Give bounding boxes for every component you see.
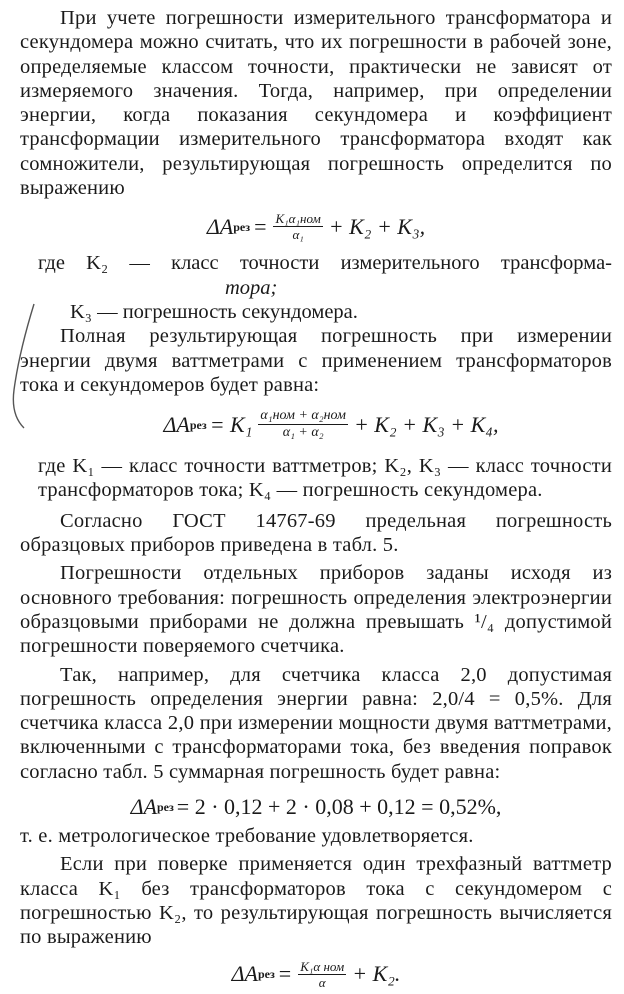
formula-4-sub: рез [257, 967, 275, 981]
formula-4-lhs: ΔA [231, 961, 258, 986]
formula-4-fraction [298, 960, 346, 989]
paragraph-legend-2: где K₁ — класс точности ваттметров; K₂, K₃ — класс точности трансформаторов тока; K₄ — погрешность секундомера. [38, 455, 612, 502]
formula-4-denominator: α [298, 974, 346, 989]
formula-2-numerator: α₁ном + α₂ном [260, 408, 346, 424]
formula-4-numerator: K₁α ном [300, 958, 345, 974]
paragraph-conclusion: т. е. метрологическое требование удовлетворяется. [20, 825, 474, 848]
formula-1-lhs: ΔA [206, 213, 234, 239]
formula-2-lhs: ΔA [163, 411, 190, 437]
formula-4 [20, 960, 612, 989]
paragraph-requirements: Погрешности отдельных приборов заданы исходя из основного требования: погрешность определения электроэнергии образцовыми приборами не должна превышать ¹/₄ допустимой погрешности поверяемого счетчика. [20, 562, 612, 658]
formula-1 [20, 212, 612, 241]
formula-1-tail: + K₂ + K₃, [328, 213, 426, 239]
formula-2-eq: = K₁ [209, 411, 253, 437]
formula-4-tail: + K₂. [352, 961, 401, 986]
formula-1-fraction [273, 212, 322, 241]
formula-4-eq: = [278, 961, 292, 986]
formula-2-sub: рез [189, 417, 207, 432]
formula-1-eq: = [254, 213, 267, 239]
formula-1-numerator: K₁α₁ном [275, 211, 321, 227]
paragraph-intro: При учете погрешности измерительного трансформатора и секундомера можно считать, что их погрешности в рабочей зоне, определяемые классом точности, практически не зависят от измеряемого значения. Тогда, например, при определении энергии, когда показания секундомера и коэффициент трансформации измерительного трансформатора входят как сомножители, результирующая погрешность определится по выражению [20, 7, 612, 200]
formula-2-tail: + K₂ + K₃ + K₄, [353, 411, 499, 437]
paragraph-single-wattmeter: Если при поверке применяется один трехфазный ваттметр класса K₁ без трансформаторов тока с секундомером с погрешностью K₂, то результирующая погрешность вычисляется по выражению [20, 853, 612, 949]
legend-1-line-2: тора; [225, 276, 278, 299]
paragraph-full-error: Полная результирующая погрешность при измерении энергии двумя ваттметрами с применением трансформаторов тока и секундомеров будет равна: [20, 325, 612, 396]
paragraph-example: Так, например, для счетчика класса 2,0 допустимая погрешность определения энергии равна: 2,0/4 = 0,5%. Для счетчика класса 2,0 при измерении мощности двумя ваттметрами, включенными с трансформаторами тока, без введения поправок согласно табл. 5 суммарная погрешность будет равна: [20, 663, 612, 783]
formula-3-sub: рез [156, 800, 174, 815]
legend-1-line-3: K₃ — погрешность секундомера. [70, 300, 358, 323]
formula-2-fraction [258, 409, 348, 440]
formula-1-denominator: α₁ [273, 226, 322, 241]
formula-1-sub: рез [233, 219, 251, 234]
legend-1-line-1: где K₂ — класс точности измерительного трансформа- [38, 252, 612, 275]
paragraph-gost: Согласно ГОСТ 14767-69 предельная погрешность образцовых приборов приведена в табл. 5. [20, 509, 612, 557]
formula-3 [20, 796, 612, 818]
formula-3-rhs: = 2 · 0,12 + 2 · 0,08 + 0,12 = 0,52%, [176, 794, 502, 820]
formula-2 [20, 409, 612, 440]
formula-3-lhs: ΔA [130, 794, 157, 820]
formula-2-denominator: α₁ + α₂ [258, 424, 348, 440]
